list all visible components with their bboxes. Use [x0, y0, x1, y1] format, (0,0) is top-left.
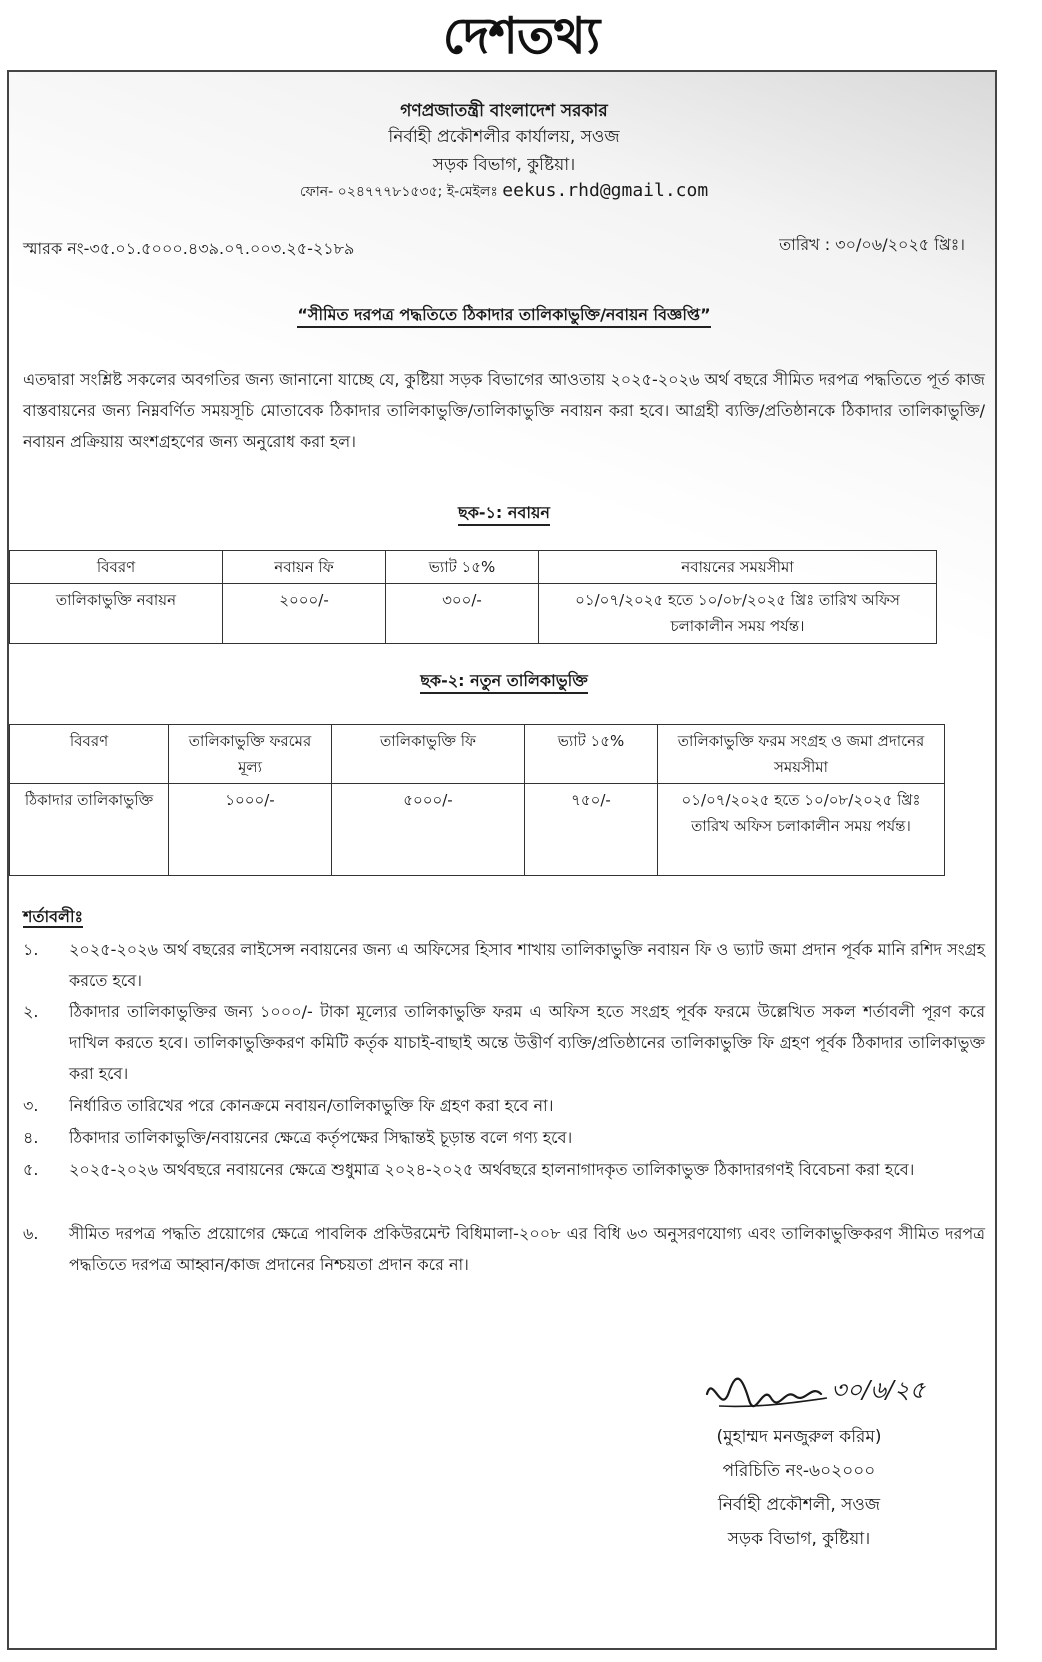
office-name: নির্বাহী প্রকৌশলীর কার্যালয়, সওজ	[388, 127, 620, 147]
terms-heading: শর্তাবলীঃ	[23, 907, 84, 926]
renewal-table	[9, 550, 937, 644]
notice-title: “সীমিত দরপত্র পদ্ধতিতে ঠিকাদার তালিকাভুক্তি/নবায়ন বিজ্ঞপ্তি”	[9, 302, 999, 329]
term-number: ৬.	[23, 1224, 39, 1243]
term-number: ৪.	[23, 1128, 39, 1147]
signatory-office: সড়ক বিভাগ, কুষ্টিয়া।	[727, 1529, 871, 1549]
table-cell: ২০০০/-	[223, 584, 386, 644]
table-cell: ৭৫০/-	[525, 784, 658, 876]
table-header-cell: তালিকাভুক্তি ফরমের মূল্য	[169, 725, 332, 784]
newspaper-masthead: দেশতথ্য	[442, 6, 600, 65]
term-text: নির্ধারিত তারিখের পরে কোনক্রমে নবায়ন/তালিকাভুক্তি ফি গ্রহণ করা হবে না।	[69, 1096, 554, 1115]
notice-sheet	[7, 70, 997, 1650]
term-text: ২০২৫-২০২৬ অর্থবছরে নবায়নের ক্ষেত্রে শুধুমাত্র ২০২৪-২০২৫ অর্থবছরে হালনাগাদকৃত তালিকাভুক্ত ঠিকাদারগণই বিবেচনা করা হবে।	[69, 1160, 915, 1179]
notice-date: তারিখ : ৩০/০৬/২০২৫ খ্রিঃ।	[779, 235, 965, 254]
table-header-cell: বিবরণ	[10, 551, 223, 584]
signature-date: ৩০/৬/২৫	[831, 1376, 926, 1404]
table-header-cell: তালিকাভুক্তি ফরম সংগ্রহ ও জমা প্রদানের সময়সীমা	[658, 725, 945, 784]
term-text: ২০২৫-২০২৬ অর্থ বছরের লাইসেন্স নবায়নের জন্য এ অফিসের হিসাব শাখায় তালিকাভুক্তি নবায়ন ফি ও ভ্যাট জমা প্রদান পূর্বক মানি রশিদ সংগ্রহ করতে হবে।	[69, 940, 985, 990]
term-number: ১.	[23, 940, 39, 959]
table-cell: ০১/০৭/২০২৫ হতে ১০/০৮/২০২৫ খ্রিঃ তারিখ অফিস চলাকালীন সময় পর্যন্ত।	[658, 784, 945, 876]
table-header-cell: নবায়ন ফি	[223, 551, 386, 584]
term-item	[23, 1154, 985, 1185]
new-enlistment-table	[9, 724, 945, 876]
table-header-cell: ভ্যাট ১৫%	[525, 725, 658, 784]
table-header-cell: নবায়নের সময়সীমা	[539, 551, 937, 584]
intro-paragraph: এতদ্বারা সংশ্লিষ্ট সকলের অবগতির জন্য জানানো যাচ্ছে যে, কুষ্টিয়া সড়ক বিভাগের আওতায় ২০২৫-২০২৬ অর্থ বছরে সীমিত দরপত্র পদ্ধতিতে পূর্ত কাজ বাস্তবায়নের জন্য নিম্নবর্ণিত সময়সূচি মোতাবেক ঠিকাদার তালিকাভুক্তি/তালিকাভুক্তি নবায়ন করা হবে। আগ্রহী ব্যক্তি/প্রতিষ্ঠানকে ঠিকাদার তালিকাভুক্তি/নবায়ন প্রক্রিয়ায় অংশগ্রহণের জন্য অনুরোধ করা হল।	[23, 370, 985, 451]
table-header-row	[10, 725, 945, 784]
table-header-cell: ভ্যাট ১৫%	[386, 551, 539, 584]
term-item	[23, 1218, 985, 1280]
table-header-cell: বিবরণ	[10, 725, 169, 784]
memo-number: স্মারক নং-৩৫.০১.৫০০০.৪৩৯.০৭.০০৩.২৫-২১৮৯	[23, 239, 355, 258]
term-number: ২.	[23, 1002, 39, 1021]
table-header-cell: তালিকাভুক্তি ফি	[332, 725, 525, 784]
term-item	[23, 1122, 985, 1153]
handwritten-signature	[699, 1354, 939, 1426]
term-text: সীমিত দরপত্র পদ্ধতি প্রয়োগের ক্ষেত্রে পাবলিক প্রকিউরমেন্ট বিধিমালা-২০০৮ এর বিধি ৬৩ অনুসরণযোগ্য এবং তালিকাভুক্তিকরণ সীমিত দরপত্র পদ্ধতিতে দরপত্র আহ্বান/কাজ প্রদানের নিশ্চয়তা প্রদান করে না।	[69, 1224, 985, 1274]
contact-email[interactable]: eekus.rhd@gmail.com	[502, 180, 709, 201]
table-row	[10, 584, 937, 644]
table-row	[10, 784, 945, 876]
term-text: ঠিকাদার তালিকাভুক্তির জন্য ১০০০/- টাকা মূল্যের তালিকাভুক্তি ফরম এ অফিস হতে সংগ্রহ পূর্বক ফরমে উল্লেখিত সকল শর্তাবলী পূরণ করে দাখিল করতে হবে। তালিকাভুক্তিকরণ কমিটি কর্তৃক যাচাই-বাছাই অন্তে উত্তীর্ণ ব্যক্তি/প্রতিষ্ঠানের তালিকাভুক্তি ফি গ্রহণ পূর্বক ঠিকাদার তালিকাভুক্ত করা হবে।	[69, 1002, 985, 1083]
contact-phone: ফোন- ০২৪৭৭৭৮১৫৩৫; ই-মেইলঃ	[299, 184, 498, 200]
term-item	[23, 996, 985, 1089]
table2-heading: ছক-২: নতুন তালিকাভুক্তি	[9, 668, 999, 695]
table-header-row	[10, 551, 937, 584]
term-item	[23, 1090, 985, 1121]
division-name: সড়ক বিভাগ, কুষ্টিয়া।	[432, 155, 576, 175]
term-text: ঠিকাদার তালিকাভুক্তি/নবায়নের ক্ষেত্রে কর্তৃপক্ষের সিদ্ধান্তই চূড়ান্ত বলে গণ্য হবে।	[69, 1128, 573, 1147]
government-name: গণপ্রজাতন্ত্রী বাংলাদেশ সরকার	[400, 101, 608, 121]
term-number: ৩.	[23, 1096, 39, 1115]
term-number: ৫.	[23, 1160, 39, 1179]
table1-heading: ছক-১: নবায়ন	[9, 500, 999, 527]
table-cell: ৫০০০/-	[332, 784, 525, 876]
term-item	[23, 934, 985, 996]
signatory-id: পরিচিতি নং-৬০২০০০	[722, 1461, 876, 1481]
contact-line	[9, 180, 999, 204]
table-cell: ০১/০৭/২০২৫ হতে ১০/০৮/২০২৫ খ্রিঃ তারিখ অফিস চলাকালীন সময় পর্যন্ত।	[539, 584, 937, 644]
table-cell: ৩০০/-	[386, 584, 539, 644]
table-cell: ঠিকাদার তালিকাভুক্তি	[10, 784, 169, 876]
signatory-name: (মুহাম্মদ মনজুরুল করিম)	[716, 1427, 882, 1447]
signatory-designation: নির্বাহী প্রকৌশলী, সওজ	[717, 1495, 881, 1515]
table-cell: তালিকাভুক্তি নবায়ন	[10, 584, 223, 644]
table-cell: ১০০০/-	[169, 784, 332, 876]
